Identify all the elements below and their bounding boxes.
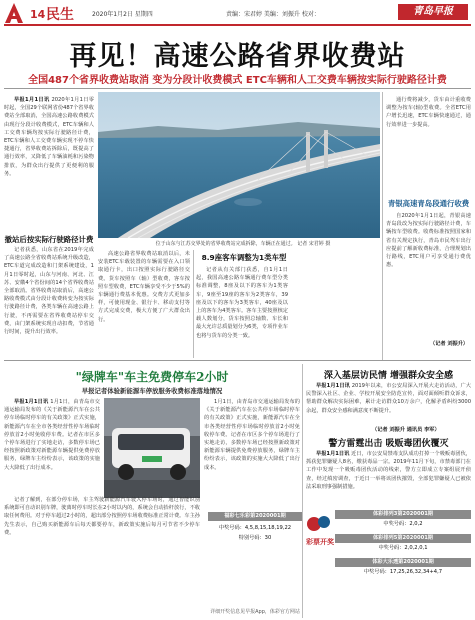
right-column-divider xyxy=(382,92,383,360)
subsection-text: 记者获悉，山东省在2019年完成了高速公路全省收费站系统升级改造，ETC车道完成改造和门架系统建设，1月1日零时起，山东与河南、河北、江苏、安徽4个省份间的14个省界收费站全部取消。省界收费站取消后，高速公路收费模式由分段计收费转变为按实际行驶路径计费，各类车辆在高速公路上行驶，不再需要在省界收费站停车交费，由门架系统实现自动扣费，节省通行时间，提升出行效率。 xyxy=(4,247,94,336)
lottery-row-head: 体彩排列5第2020001期 xyxy=(335,534,471,543)
lottery-label: 彩票开奖 xyxy=(306,538,334,546)
police-byline: 早报1月1日讯 xyxy=(316,451,350,457)
welfare-lottery-box xyxy=(208,512,302,618)
right-article-credit: （记者 刘振升） xyxy=(430,341,469,347)
lottery-logo xyxy=(306,512,332,536)
green-plate-subtitle: 早报记者体验新能源车停放服务收费标准落地情况 xyxy=(81,387,223,395)
welfare-special: 特别号码：30 xyxy=(238,535,272,541)
lottery-note: 详细开奖信息见早报App，体彩官方网站 xyxy=(210,609,300,615)
lead-article xyxy=(4,96,94,232)
green-body: 1月1日，由青岛市交通运输局发布的《关于新能源汽车在公共停车场临时停车的有关政策》正式实施，新能源汽车在全市各类经营性停车场临时停放首2小时免收停车费。记者在市区多个停车场进行了实地走访，多数停车场已经按照新政策对新能源车辆提供免费停放服务，绿牌车主纷纷表示，该政策的实施大大降低了出行成本。 xyxy=(4,399,100,471)
deep-visit-credit: （记者 刘振升 通讯员 李军） xyxy=(372,427,440,433)
lead-body: 2020年1月1日零时起，全国29个联网省份487个省界收费站全部取消，全国高速公路收费模式由现行分段计收费模式，ETC车辆和人工交费车辆均按实际行驶路径计费，ETC车辆和人工交费车辆实现不停车快捷通行，省界收费站拆除后，既提高了通行效率，又降低了车辆油耗和污染物排放，为群众出行提供了更便利的服务。 xyxy=(4,97,94,177)
issue-date: 2020年1月2日 星期四 xyxy=(92,11,153,18)
brand-badge: 青岛早报 xyxy=(398,4,468,20)
lottery-row-value: 中奖号码：17,25,26,32,34+4,7 xyxy=(363,569,443,575)
welfare-head: 福彩七乐彩第2020001期 xyxy=(208,512,302,521)
bridge-aerial-photo xyxy=(98,92,380,238)
newspaper-logo-icon xyxy=(4,2,24,24)
right-article-title: 青银高速青岛段通行收费 xyxy=(387,199,470,208)
lead-byline: 早报1月1日讯 xyxy=(14,97,50,103)
photo-caption: 位于山东与江苏交界处的省界收费站完成拆除，车辆正在通过。 记者 宋君婷 摄 xyxy=(155,241,331,247)
vehicle-class-text: 记者从有关部门获悉，自1月1日起，我国高速公路车辆通行费车型分类标准调整，8座及以下的客车为1类客车，9座至19座的客车为2类客车，39座及以下的客车为3类客车，40座及以上的客车为4类客车。客车主要按照核定载人数划分，货车按照总轴数、车长和最大允许总质量划分为6类，专项作业车也将与货车的分类一致。 xyxy=(196,267,288,339)
subsection-title: 撤站后按实际行驶路径计费 xyxy=(4,235,94,244)
headline-rule xyxy=(4,88,471,89)
vehicle-class-title: 8.9座客车调整为1类车型 xyxy=(201,253,287,262)
lottery-row-value: 中奖号码：2,0,2,0,1 xyxy=(378,545,428,551)
deep-byline: 早报1月1日讯 xyxy=(316,383,350,389)
right-article-top: 通行费将减少，货车由计重收费调整为按车(轴)型收费。全省ETC用户增长迅速，ETC车辆快速通过，通行效率进一步提高。 xyxy=(386,97,471,128)
welfare-numbers: 中奖号码：4,5,8,15,18,19,22 xyxy=(218,525,292,531)
lottery-row-value: 中奖号码：2,0,2 xyxy=(383,521,423,527)
police-title: 警方雷霆出击 吸贩毒团伙覆灭 xyxy=(328,439,449,449)
green-plate-title: "绿牌车"车主免费停车2小时 xyxy=(75,370,229,384)
sports-lottery-box xyxy=(335,510,471,618)
green-plate-text-3: 1月1日，由青岛市交通运输局发布的《关于新能源汽车在公共停车场临时停车的有关政策》正式实施，新能源汽车在全市各类经营性停车场临时停放首2小时免收停车费。记者在市区多个停车场进行了实地走访，多数停车场已经按照新政策对新能源车辆提供免费停放服务，绿牌车主纷纷表示，该政策的实施大大降低了出行成本。 xyxy=(204,399,300,471)
editor-credits: 责编：宋君婷 美编：刘振升 校对： xyxy=(226,11,320,18)
column-divider xyxy=(193,250,194,358)
police-text xyxy=(306,450,471,506)
section-title: 民生 xyxy=(46,7,74,23)
sub-headline: 全国487个省界收费站取消 变为分段计收费模式 ETC车辆和人工交费车辆按实际行驶路径计费 xyxy=(28,75,447,86)
page-number: 14 xyxy=(30,8,46,21)
lead-article-text xyxy=(4,96,94,232)
green-byline: 早报1月1日讯 xyxy=(14,399,49,405)
lower-divider xyxy=(302,364,303,618)
ev-charging-photo xyxy=(104,398,200,498)
lottery-ball-icon xyxy=(306,512,332,536)
deep-body: 2019年以来，市公安局深入开展大走访活动，广大民警深入社区、企业、学校开展安全防范宣传，面对面倾听群众诉求，帮助群众解决实际困难，累计走访群众10万余户，化解矛盾纠纷3000余起，群众安全感和满意度不断提升。 xyxy=(306,383,471,414)
section-rule xyxy=(4,360,471,361)
police-body: 近日，市公安局禁毒支队成功打掉一个吸贩毒团伙，抓获犯罪嫌疑人8名，缴获毒品一宗。2019年11月下旬，市禁毒部门在工作中发现一个吸贩毒团伙活动的线索，警方立即成立专案组展开侦查，经过缜密调查，于近日一举将该团伙摧毁，全部犯罪嫌疑人已被依法采取刑事强制措施。 xyxy=(306,451,471,490)
deep-visit-text xyxy=(306,382,471,424)
green-plate-text xyxy=(4,398,100,492)
right-article-text: 自2020年1月1日起，青银高速青岛段改为按实际行驶路径计费，车辆按车型收费。收费标准按照国家和省有关规定执行，青岛市民驾车出行应提前了解新收费标准，合理规划出行路线，ETC用户可享受通行费优惠。 xyxy=(386,213,471,269)
deep-visit-title: 深入基层访民情 增强群众安全感 xyxy=(323,371,454,381)
lottery-row-head: 体彩大乐透第2020001期 xyxy=(335,558,471,567)
header-rule xyxy=(4,24,471,26)
green-plate-text-2: 记者了解到，在部分停车场，车主驾驶新能源汽车驶入停车场时，通过智能识别系统即可自动识别车牌，驶离时停车时长在2小时以内的，系统会自动抬杆放行，不收取任何费用。对于停车超过2小时的，超出部分按照停车场收费标准正常计费。车主孙先生表示，自己购买新能源车后每天都要停车，新政策实施后每月可节省不少停车费。 xyxy=(4,497,200,536)
middle-article-text: 高速公路省界收费站取消以后，未安装ETC车载装置的车辆需要在入口领取通行卡，出口按照实际行驶路径交费。货车按照车（轴）型收费，客车按照车型收费，ETC车辆享受不少于5%的车辆通行费基本优惠。交费方式更加多样，可使用现金、银行卡、移动支付等方式完成交费，极大方便了广大群众出行。 xyxy=(98,251,190,323)
main-headline: 再见！高速公路省界收费站 xyxy=(69,41,406,72)
lottery-row-head: 体彩排列3第2020001期 xyxy=(335,510,471,519)
